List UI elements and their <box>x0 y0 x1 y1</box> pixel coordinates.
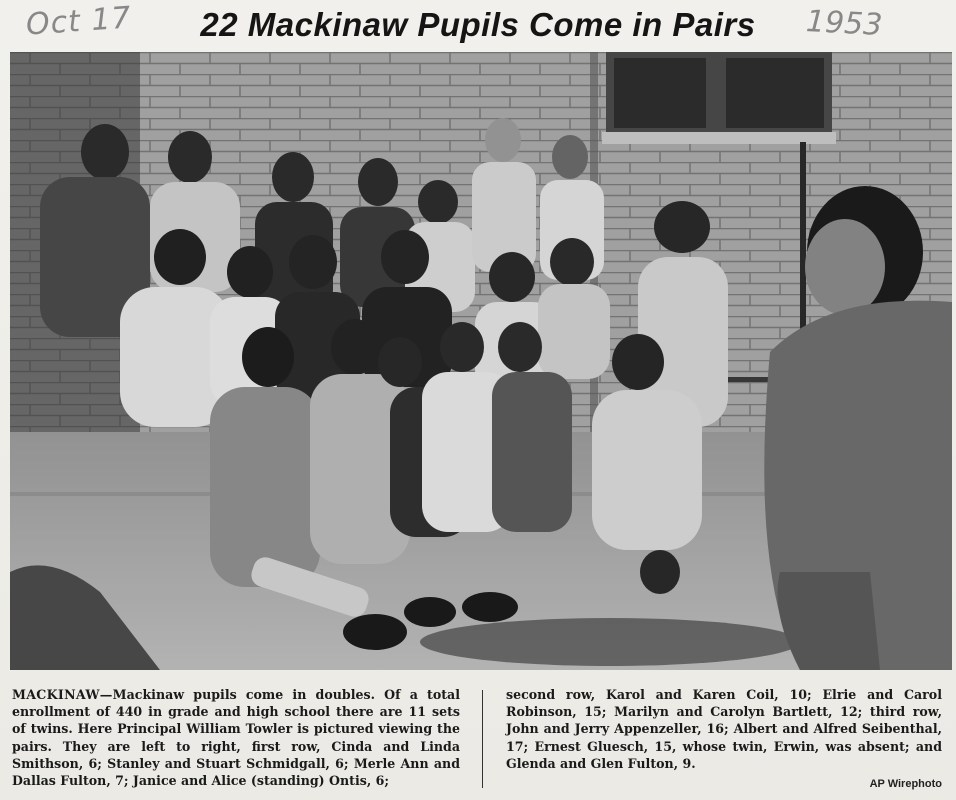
headline-row <box>0 0 956 52</box>
photo-credit: AP Wirephoto <box>869 778 942 790</box>
caption-right-text: second row, Karol and Karen Coil, 10; Elrie and Carol Robinson, 15; Marilyn and Carolyn Bartlett, 12; third row, John and Jerry Appenzeller, 16; Albert and Alfred Seibenthal, 17; Ernest Gluesch, 15, whose twin, Erwin, was absent; and Glenda and Glen Fulton, 9. <box>506 687 942 771</box>
caption-left-column <box>12 686 460 798</box>
column-divider <box>482 690 483 788</box>
caption-dateline: MACKINAW— <box>12 687 113 702</box>
handwritten-year: 1953 <box>805 4 884 43</box>
handwritten-date: Oct 17 <box>24 0 133 43</box>
caption-left-text: Mackinaw pupils come in doubles. Of a total enrollment of 440 in grade and high school there are 11 sets of twins. Here Principal William Towler is pictured viewing the pairs. They are left to right, first row, Cinda and Linda Smithson, 6; Stanley and Stuart Schmidgall, 6; Merle Ann and Dallas Fulton, 7; Janice and Alice (standing) Ontis, 6; <box>12 687 460 789</box>
group-photo <box>10 52 952 670</box>
headline: 22 Mackinaw Pupils Come in Pairs <box>200 6 756 43</box>
